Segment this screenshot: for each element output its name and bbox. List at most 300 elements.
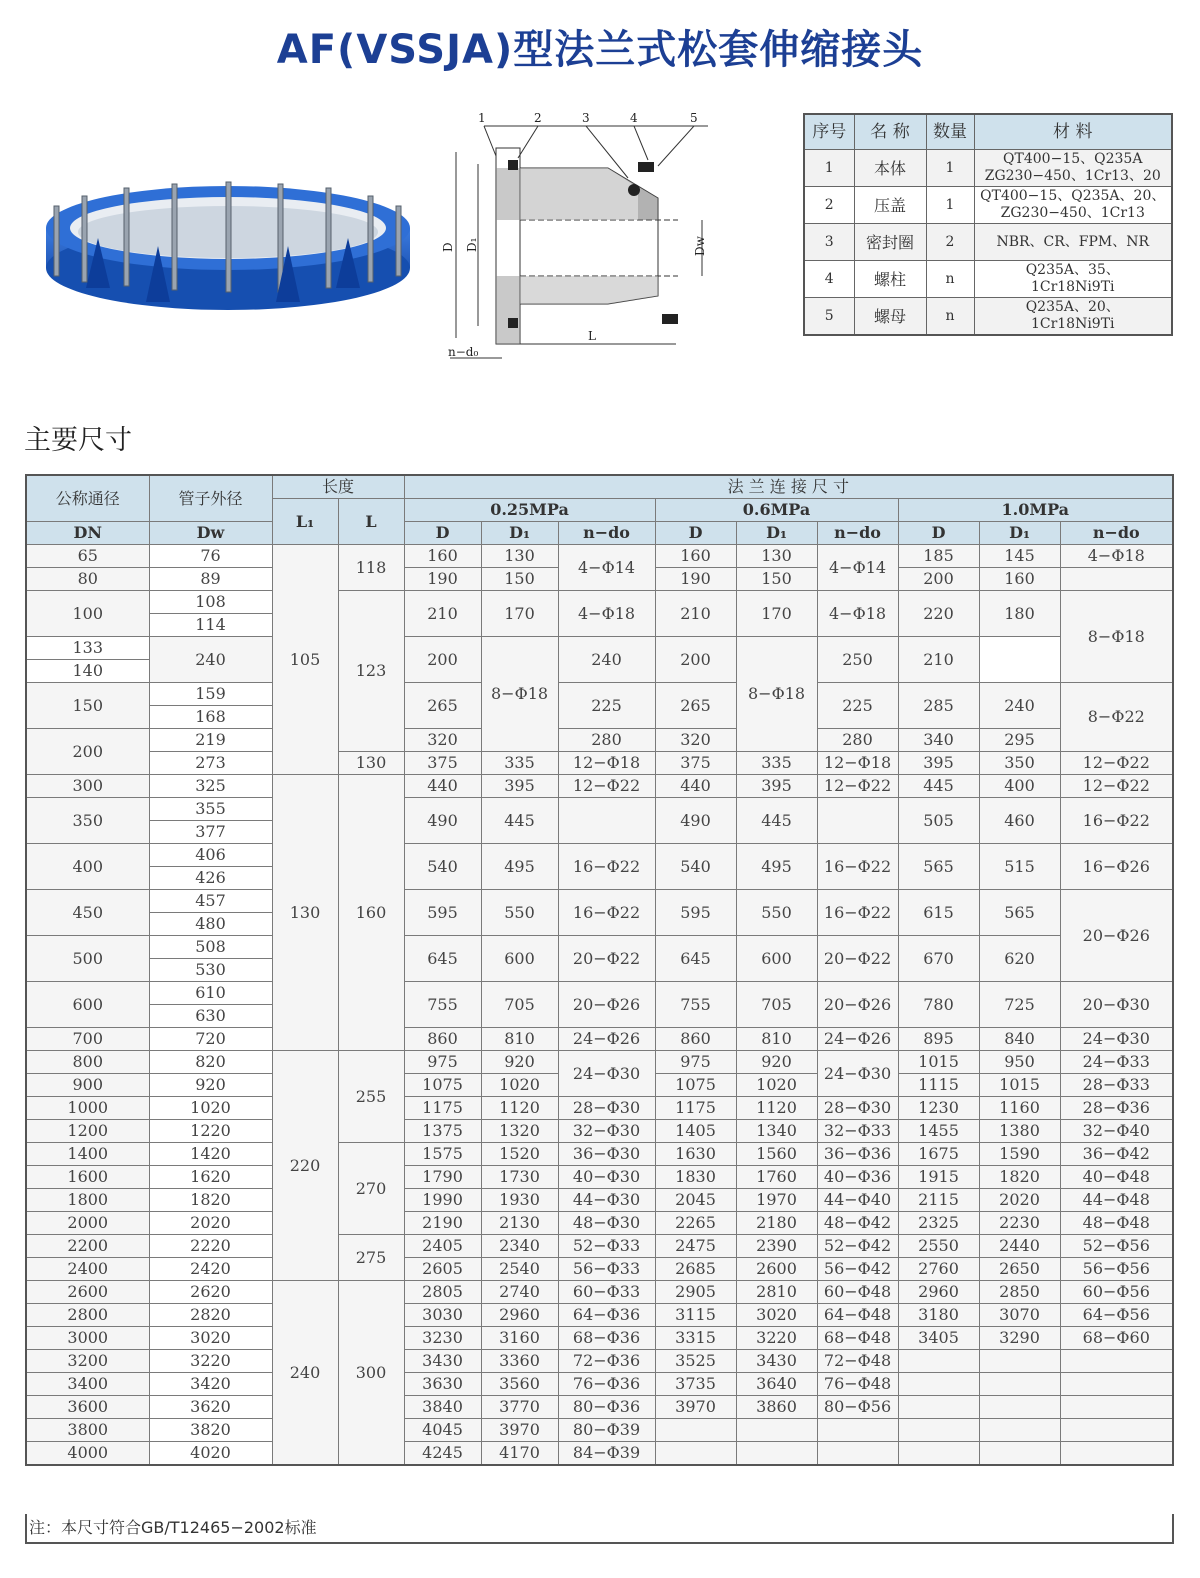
cell-dw: 3420	[149, 1373, 272, 1396]
cell-p1-d1: 2340	[481, 1235, 558, 1258]
cell-p3-d: 1230	[898, 1097, 979, 1120]
materials-no: 3	[804, 224, 854, 261]
cell-p1-ndo: 4−Φ14	[558, 545, 655, 591]
cell-p2-d: 1405	[655, 1120, 736, 1143]
cell-p1-ndo: 48−Φ30	[558, 1212, 655, 1235]
material-line: NBR、CR、FPM、NR	[996, 233, 1150, 250]
cell-p1-d: 3430	[404, 1350, 481, 1373]
cell-p2-d	[655, 1442, 736, 1466]
cell-p3-d: 1915	[898, 1166, 979, 1189]
cell-dn: 900	[26, 1074, 149, 1097]
cell-p1-d1: 2960	[481, 1304, 558, 1327]
cell-p3-d1: 725	[979, 982, 1060, 1028]
cell-p2-d: 320	[655, 729, 736, 752]
cell-p1-d: 320	[404, 729, 481, 752]
cell-p2-d1	[736, 1419, 817, 1442]
cell-p2-d1: 335	[736, 752, 817, 775]
cell-p3-d	[898, 1396, 979, 1419]
cell-p1-d: 240	[149, 637, 272, 683]
cell-p1-d1: 3970	[481, 1419, 558, 1442]
cell-l: 160	[338, 775, 404, 1051]
table-row	[26, 1373, 1173, 1396]
cell-p1-ndo: 52−Φ33	[558, 1235, 655, 1258]
cell-p1-ndo: 20−Φ22	[558, 936, 655, 982]
cell-dn: 1000	[26, 1097, 149, 1120]
materials-qty: 1	[926, 150, 974, 187]
cell-l1: 105	[272, 545, 338, 775]
cell-p1-ndo: 16−Φ22	[558, 844, 655, 890]
cell-dn: 2600	[26, 1281, 149, 1304]
header-p1-d: D	[404, 522, 481, 545]
cell-p1-ndo	[558, 798, 655, 844]
cell-p2-d: 190	[655, 568, 736, 591]
cell-p3-d: 2325	[898, 1212, 979, 1235]
cell-p2-ndo: 40−Φ36	[817, 1166, 898, 1189]
cell-p1-ndo: 68−Φ36	[558, 1327, 655, 1350]
cell-p3-d1: 1160	[979, 1097, 1060, 1120]
cell-p1-d: 2405	[404, 1235, 481, 1258]
cell-dn: 2000	[26, 1212, 149, 1235]
table-row	[26, 1281, 1173, 1304]
table-row	[26, 1327, 1173, 1350]
material-line: QT400−15、Q235A、20、	[980, 188, 1166, 204]
cell-p3-d: 220	[898, 591, 979, 637]
cell-p3-d: 670	[898, 936, 979, 982]
cell-dn: 100	[26, 591, 149, 637]
cell-p2-ndo: 68−Φ48	[817, 1327, 898, 1350]
cell-p3-d: 3405	[898, 1327, 979, 1350]
cell-p3-d1: 1380	[979, 1120, 1060, 1143]
cell-dw: 508	[149, 936, 272, 959]
materials-no: 1	[804, 150, 854, 187]
cell-p2-d: 595	[655, 890, 736, 936]
materials-qty: 2	[926, 224, 974, 261]
cell-p2-d: 3525	[655, 1350, 736, 1373]
cell-p3-ndo: 20−Φ26	[1060, 890, 1173, 982]
cell-p3-d1: 180	[979, 591, 1060, 637]
cell-dw: 2620	[149, 1281, 272, 1304]
cell-p1-d: 265	[404, 683, 481, 729]
materials-qty: n	[926, 298, 974, 336]
cell-p3-ndo: 64−Φ56	[1060, 1304, 1173, 1327]
cell-p2-d1: 1340	[736, 1120, 817, 1143]
header-p3: 1.0MPa	[898, 499, 1173, 522]
cell-p3-ndo: 56−Φ56	[1060, 1258, 1173, 1281]
cell-p3-d: 505	[898, 798, 979, 844]
cell-dn: 150	[26, 683, 149, 729]
cell-dn: 65	[26, 545, 149, 568]
cell-p1-d: 1375	[404, 1120, 481, 1143]
cell-p3-ndo: 28−Φ36	[1060, 1097, 1173, 1120]
cell-p2-d: 2685	[655, 1258, 736, 1281]
cell-p1-d: 160	[404, 545, 481, 568]
cell-p3-d: 615	[898, 890, 979, 936]
header-p2-d: D	[655, 522, 736, 545]
cell-dw: 630	[149, 1005, 272, 1028]
cell-p3-d: 1115	[898, 1074, 979, 1097]
cell-dw: 406	[149, 844, 272, 867]
cell-dw: 168	[149, 706, 272, 729]
cell-p2-d1: 3860	[736, 1396, 817, 1419]
cell-p1-d1: 130	[481, 545, 558, 568]
table-row	[26, 1304, 1173, 1327]
cell-p3-d: 1015	[898, 1051, 979, 1074]
cell-p1-ndo: 12−Φ22	[558, 775, 655, 798]
section-title: 主要尺寸	[24, 425, 132, 456]
cell-p1-d1: 810	[481, 1028, 558, 1051]
callout-4: 4	[630, 111, 638, 125]
cell-p2-d1: 130	[736, 545, 817, 568]
materials-no: 5	[804, 298, 854, 336]
material-line: QT400−15、Q235A	[1003, 151, 1143, 167]
cell-dn: 300	[26, 775, 149, 798]
cell-dn: 2400	[26, 1258, 149, 1281]
cell-p2-ndo	[817, 1442, 898, 1466]
cell-p3-d: 2760	[898, 1258, 979, 1281]
cell-dn: 2200	[26, 1235, 149, 1258]
cell-p3-ndo: 12−Φ22	[1060, 752, 1173, 775]
cell-p3-d1: 565	[979, 890, 1060, 936]
cell-p2-ndo: 12−Φ18	[817, 752, 898, 775]
cell-p1-d1: 150	[481, 568, 558, 591]
cell-p2-d: 1830	[655, 1166, 736, 1189]
cell-dw: 355	[149, 798, 272, 821]
cell-dw: 114	[149, 614, 272, 637]
cell-p2-ndo: 76−Φ48	[817, 1373, 898, 1396]
cell-p2-d: 3970	[655, 1396, 736, 1419]
cell-p3-ndo: 24−Φ33	[1060, 1051, 1173, 1074]
cell-p2-d: 265	[655, 683, 736, 729]
cell-p1-d: 645	[404, 936, 481, 982]
footnote: 注：本尺寸符合GB/T12465−2002标准	[25, 1514, 1174, 1544]
cell-p2-ndo: 80−Φ56	[817, 1396, 898, 1419]
table-row	[26, 1051, 1173, 1074]
cell-p3-d: 285	[898, 683, 979, 729]
cell-p3-ndo	[1060, 1442, 1173, 1466]
cell-p3-d1: 1820	[979, 1166, 1060, 1189]
cell-l: 123	[338, 591, 404, 752]
cell-p3-d: 780	[898, 982, 979, 1028]
cell-p2-ndo	[817, 798, 898, 844]
cell-dw: 1820	[149, 1189, 272, 1212]
materials-material	[974, 298, 1172, 336]
cell-p2-ndo: 12−Φ22	[817, 775, 898, 798]
cell-p1-d1: 2130	[481, 1212, 558, 1235]
table-row	[26, 1235, 1173, 1258]
cell-dw: 610	[149, 982, 272, 1005]
cell-p3-ndo: 68−Φ60	[1060, 1327, 1173, 1350]
table-row	[26, 1143, 1173, 1166]
cell-p3-d: 565	[898, 844, 979, 890]
cell-p1-d1: 2540	[481, 1258, 558, 1281]
table-row	[26, 890, 1173, 913]
cell-p1-d1: 225	[558, 683, 655, 729]
table-row	[26, 591, 1173, 614]
cell-p3-d1: 2850	[979, 1281, 1060, 1304]
materials-row	[804, 187, 1172, 224]
cell-p1-d: 1575	[404, 1143, 481, 1166]
cell-l: 300	[338, 1281, 404, 1466]
materials-table	[803, 113, 1173, 336]
cell-p2-d: 540	[655, 844, 736, 890]
materials-no: 4	[804, 261, 854, 298]
cell-p2-d: 3115	[655, 1304, 736, 1327]
cell-p1-d: 1990	[404, 1189, 481, 1212]
materials-material	[974, 261, 1172, 298]
cell-p2-d1: 1020	[736, 1074, 817, 1097]
cell-p1-ndo: 8−Φ18	[481, 637, 558, 752]
cell-p3-ndo: 32−Φ40	[1060, 1120, 1173, 1143]
cell-p2-d: 1175	[655, 1097, 736, 1120]
cell-p1-d: 4245	[404, 1442, 481, 1466]
cell-p2-d: 490	[655, 798, 736, 844]
cell-p1-d1: 1120	[481, 1097, 558, 1120]
cell-dw: 820	[149, 1051, 272, 1074]
cell-p3-ndo	[1060, 1350, 1173, 1373]
cell-p2-ndo: 4−Φ14	[817, 545, 898, 591]
cell-p3-d1: 160	[979, 568, 1060, 591]
cell-p3-ndo	[1060, 1419, 1173, 1442]
cell-p3-d1: 295	[979, 729, 1060, 752]
cell-p1-d1: 395	[481, 775, 558, 798]
material-line: Q235A、35、	[1025, 262, 1120, 278]
table-row	[26, 1028, 1173, 1051]
cell-dw: 480	[149, 913, 272, 936]
cell-p2-d1: 445	[736, 798, 817, 844]
table-row	[26, 1097, 1173, 1120]
page-title: AF(VSSJA)型法兰式松套伸缩接头	[276, 27, 924, 73]
cell-p3-ndo	[1060, 1396, 1173, 1419]
header-dn-sym: DN	[26, 522, 149, 545]
cell-p3-d	[898, 1419, 979, 1442]
materials-row	[804, 150, 1172, 187]
cell-p2-ndo: 8−Φ18	[736, 637, 817, 752]
cell-p3-ndo: 40−Φ48	[1060, 1166, 1173, 1189]
col-qty: 数量	[926, 114, 974, 150]
cell-p1-d: 2190	[404, 1212, 481, 1235]
cell-p2-d1: 2810	[736, 1281, 817, 1304]
header-p2-d1: D₁	[736, 522, 817, 545]
cell-p3-ndo: 16−Φ22	[1060, 798, 1173, 844]
cell-p3-d1: 620	[979, 936, 1060, 982]
cell-p3-d1: 840	[979, 1028, 1060, 1051]
cell-l: 255	[338, 1051, 404, 1143]
cell-p1-d: 440	[404, 775, 481, 798]
cell-p1-d: 1075	[404, 1074, 481, 1097]
cell-p1-d1: 170	[481, 591, 558, 637]
cell-p3-d1: 2020	[979, 1189, 1060, 1212]
col-name: 名 称	[854, 114, 926, 150]
cell-p3-d1: 3290	[979, 1327, 1060, 1350]
cell-p3-ndo: 4−Φ18	[1060, 545, 1173, 568]
cell-p2-d1: 280	[817, 729, 898, 752]
technical-drawing	[438, 108, 728, 370]
cell-p3-d	[898, 1442, 979, 1466]
cell-p2-d1: 395	[736, 775, 817, 798]
cell-p1-d: 3840	[404, 1396, 481, 1419]
cell-l: 270	[338, 1143, 404, 1235]
cell-p1-d: 2805	[404, 1281, 481, 1304]
cell-p1-ndo: 64−Φ36	[558, 1304, 655, 1327]
cell-dn: 700	[26, 1028, 149, 1051]
cell-p3-d1: 1590	[979, 1143, 1060, 1166]
cell-p3-d: 2960	[898, 1281, 979, 1304]
cell-p2-ndo: 52−Φ42	[817, 1235, 898, 1258]
cell-dn: 3800	[26, 1419, 149, 1442]
cell-p2-d1: 1970	[736, 1189, 817, 1212]
cell-p2-d: 1630	[655, 1143, 736, 1166]
cell-p1-ndo: 44−Φ30	[558, 1189, 655, 1212]
cell-p2-d1: 2600	[736, 1258, 817, 1281]
cell-p1-ndo: 4−Φ18	[558, 591, 655, 637]
cell-p2-d: 160	[655, 545, 736, 568]
cell-dw: 3820	[149, 1419, 272, 1442]
cell-p2-ndo: 20−Φ26	[817, 982, 898, 1028]
table-row	[26, 1212, 1173, 1235]
cell-p2-ndo: 36−Φ36	[817, 1143, 898, 1166]
cell-dn: 200	[26, 729, 149, 775]
cell-p2-d1: 2180	[736, 1212, 817, 1235]
cell-p3-ndo: 8−Φ22	[1060, 683, 1173, 752]
col-material: 材 料	[974, 114, 1172, 150]
cell-p1-ndo: 56−Φ33	[558, 1258, 655, 1281]
materials-name: 压盖	[854, 187, 926, 224]
cell-p1-d: 190	[404, 568, 481, 591]
cell-p2-d1: 550	[736, 890, 817, 936]
cell-p3-d1: 350	[979, 752, 1060, 775]
cell-dw: 108	[149, 591, 272, 614]
cell-dw: 2820	[149, 1304, 272, 1327]
cell-p2-d: 375	[655, 752, 736, 775]
cell-p2-d1: 1120	[736, 1097, 817, 1120]
cell-dn: 3400	[26, 1373, 149, 1396]
callout-2: 2	[534, 111, 542, 125]
cell-p3-ndo: 44−Φ48	[1060, 1189, 1173, 1212]
cell-p2-d1: 3430	[736, 1350, 817, 1373]
cell-dn: 450	[26, 890, 149, 936]
header-dw-sym: Dw	[149, 522, 272, 545]
cell-l: 130	[338, 752, 404, 775]
cell-p1-d1: 4170	[481, 1442, 558, 1466]
cell-p3-ndo: 48−Φ48	[1060, 1212, 1173, 1235]
table-row	[26, 1396, 1173, 1419]
callout-1: 1	[478, 111, 486, 125]
cell-l1: 240	[272, 1281, 338, 1466]
header-p3-ndo: n−do	[1060, 522, 1173, 545]
cell-p1-d: 3030	[404, 1304, 481, 1327]
cell-p3-d: 340	[898, 729, 979, 752]
cell-p3-d: 2115	[898, 1189, 979, 1212]
cell-p1-d1: 445	[481, 798, 558, 844]
callout-5: 5	[690, 111, 698, 125]
table-row	[26, 683, 1173, 706]
cell-dw: 3220	[149, 1350, 272, 1373]
cell-p3-d1: 950	[979, 1051, 1060, 1074]
material-line: ZG230−450、1Cr13	[1000, 205, 1145, 221]
cell-p2-d1: 3020	[736, 1304, 817, 1327]
table-row	[26, 936, 1173, 959]
cell-p3-ndo: 24−Φ30	[1060, 1028, 1173, 1051]
cell-p2-ndo: 56−Φ42	[817, 1258, 898, 1281]
cell-p3-d: 1455	[898, 1120, 979, 1143]
cell-p2-d1: 200	[655, 637, 736, 683]
materials-material	[974, 150, 1172, 187]
cell-p3-d1: 2230	[979, 1212, 1060, 1235]
cell-p2-d1	[736, 1442, 817, 1466]
cell-dn: 1400	[26, 1143, 149, 1166]
table-row	[26, 775, 1173, 798]
cell-p2-d1: 495	[736, 844, 817, 890]
materials-name: 本体	[854, 150, 926, 187]
cell-p2-d: 210	[655, 591, 736, 637]
cell-p1-d1: 495	[481, 844, 558, 890]
cell-dn: 4000	[26, 1442, 149, 1466]
cell-p1-d1: 335	[481, 752, 558, 775]
cell-dn: 3000	[26, 1327, 149, 1350]
cell-p1-d: 490	[404, 798, 481, 844]
cell-p3-d: 250	[817, 637, 898, 683]
materials-header	[804, 114, 1172, 150]
cell-p3-d: 185	[898, 545, 979, 568]
cell-dw: 2220	[149, 1235, 272, 1258]
cell-p1-d1: 600	[481, 936, 558, 982]
cell-p2-d1: 1560	[736, 1143, 817, 1166]
cell-p3-ndo: 36−Φ42	[1060, 1143, 1173, 1166]
cell-l: 118	[338, 545, 404, 591]
cell-p1-d1: 1520	[481, 1143, 558, 1166]
cell-p3-d1: 460	[979, 798, 1060, 844]
table-row	[26, 545, 1173, 568]
cell-p1-d1: 705	[481, 982, 558, 1028]
cell-p3-d1	[979, 1442, 1060, 1466]
header-dn: 公称通径	[26, 475, 149, 522]
cell-dw: 76	[149, 545, 272, 568]
cell-p1-d1: 3360	[481, 1350, 558, 1373]
cell-dw: 2420	[149, 1258, 272, 1281]
cell-p1-ndo: 80−Φ39	[558, 1419, 655, 1442]
table-row	[26, 1189, 1173, 1212]
cell-p2-ndo: 4−Φ18	[817, 591, 898, 637]
cell-p2-d: 440	[655, 775, 736, 798]
cell-dw: 377	[149, 821, 272, 844]
cell-p1-d1: 280	[558, 729, 655, 752]
cell-p1-d1: 3160	[481, 1327, 558, 1350]
cell-p3-d1: 400	[979, 775, 1060, 798]
cell-p3-ndo	[1060, 1373, 1173, 1396]
cell-p2-d1: 3220	[736, 1327, 817, 1350]
cell-p1-ndo: 24−Φ30	[558, 1051, 655, 1097]
cell-p2-d1: 3640	[736, 1373, 817, 1396]
cell-p2-ndo: 48−Φ42	[817, 1212, 898, 1235]
cell-p1-d1: 3770	[481, 1396, 558, 1419]
cell-dw: 159	[149, 683, 272, 706]
table-row	[26, 1442, 1173, 1466]
cell-dw: 1220	[149, 1120, 272, 1143]
cell-dn: 80	[26, 568, 149, 591]
table-row	[26, 637, 1173, 660]
cell-dn: 600	[26, 982, 149, 1028]
cell-p2-d: 3735	[655, 1373, 736, 1396]
cell-dn: 1600	[26, 1166, 149, 1189]
cell-p1-d: 375	[404, 752, 481, 775]
cell-p3-d1: 2440	[979, 1235, 1060, 1258]
cell-p1-d1: 1930	[481, 1189, 558, 1212]
cell-p2-d1: 920	[736, 1051, 817, 1074]
materials-material	[974, 187, 1172, 224]
cell-p3-ndo: 52−Φ56	[1060, 1235, 1173, 1258]
cell-p3-d: 200	[898, 568, 979, 591]
header-p1: 0.25MPa	[404, 499, 655, 522]
